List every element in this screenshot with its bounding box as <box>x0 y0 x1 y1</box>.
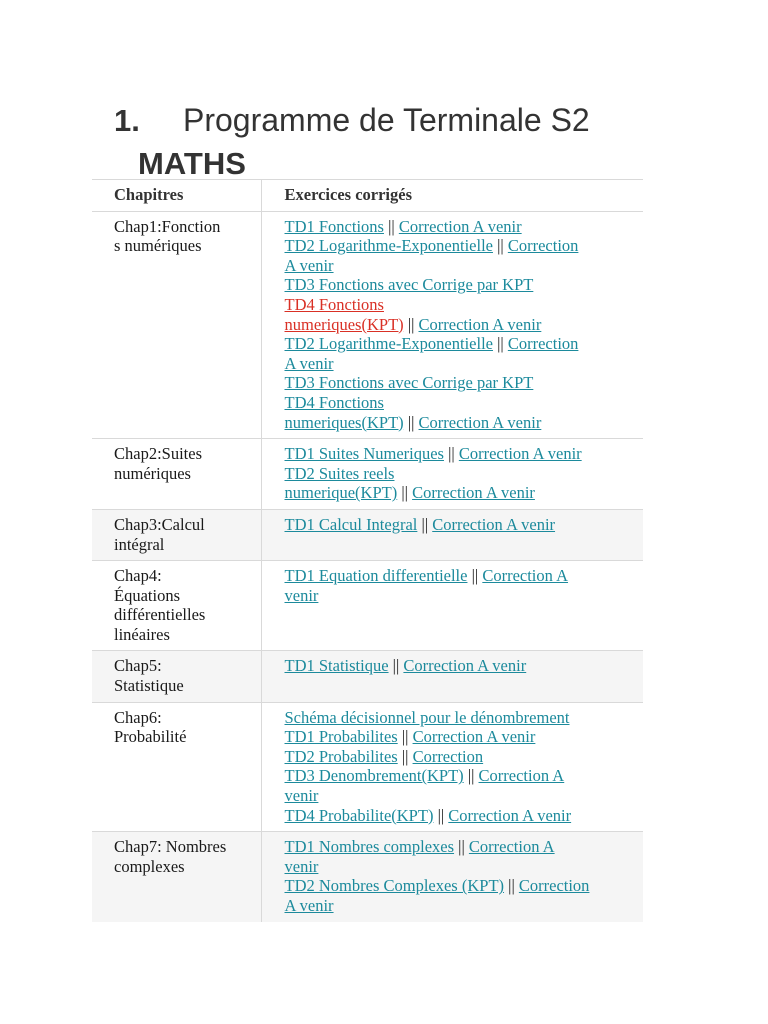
exercise-line <box>285 413 634 433</box>
table-row <box>92 439 643 510</box>
correction-link[interactable]: Correction <box>518 876 590 896</box>
exercise-link[interactable]: numerique(KPT) <box>284 483 398 503</box>
exercise-line <box>285 786 634 806</box>
chapter-title: Chap2:Suites numériques <box>114 444 203 483</box>
exercise-link[interactable]: TD1 Fonctions <box>284 216 384 236</box>
exercises-cell <box>261 651 643 702</box>
link-separator: || <box>504 876 519 896</box>
exercise-link[interactable]: TD2 Suites reels <box>284 463 395 483</box>
exercise-line <box>285 708 634 728</box>
exercise-line <box>285 857 634 877</box>
link-separator: || <box>388 656 404 676</box>
exercise-line <box>285 393 634 413</box>
exercise-line <box>285 515 634 535</box>
exercise-line <box>285 373 634 393</box>
exercise-line <box>285 315 634 335</box>
chapter-title: Chap6: Probabilité <box>114 707 187 747</box>
chapter-cell <box>92 702 261 832</box>
chapter-cell <box>92 509 261 560</box>
correction-link[interactable]: Correction <box>507 334 579 354</box>
exercise-link[interactable]: TD3 Denombrement(KPT) <box>284 766 464 786</box>
table-header-row <box>92 180 643 212</box>
exercise-line <box>285 295 634 315</box>
correction-link[interactable]: Correction A venir <box>398 216 522 236</box>
correction-link[interactable]: Correction <box>507 236 579 256</box>
exercise-link[interactable]: TD1 Calcul Integral <box>284 514 418 534</box>
exercise-link[interactable]: TD1 Nombres complexes <box>284 837 455 857</box>
link-separator: || <box>403 314 419 334</box>
correction-link[interactable]: Correction A venir <box>412 483 535 503</box>
exercises-cell <box>261 702 643 832</box>
column-header-chapitres: Chapitres <box>92 180 261 212</box>
exercise-line <box>285 806 634 826</box>
link-separator: || <box>454 837 469 857</box>
link-separator: || <box>403 412 419 432</box>
correction-link[interactable]: Correction A venir <box>458 444 582 464</box>
exercise-link[interactable]: numeriques(KPT) <box>284 412 404 432</box>
exercise-link[interactable]: TD2 Probabilites <box>284 746 398 766</box>
exercise-link[interactable]: venir <box>284 786 319 806</box>
link-separator: || <box>397 727 413 747</box>
exercise-line <box>285 837 634 857</box>
exercise-line <box>285 876 634 896</box>
exercise-line <box>285 464 634 484</box>
chapter-cell <box>92 211 261 439</box>
correction-link[interactable]: Correction A <box>468 837 555 857</box>
page-heading <box>114 102 674 182</box>
exercise-line <box>285 656 634 676</box>
exercises-cell <box>261 439 643 510</box>
chapter-title: Chap3:Calcul intégral <box>114 514 205 554</box>
chapter-cell <box>92 832 261 922</box>
correction-link[interactable]: Correction A venir <box>418 412 542 432</box>
exercise-line <box>285 586 634 606</box>
exercise-line <box>285 256 634 276</box>
exercise-link[interactable]: TD4 Fonctions <box>284 294 384 314</box>
page-title: Programme de Terminale S2 <box>183 102 590 138</box>
exercise-line <box>285 236 634 256</box>
link-separator: || <box>397 746 413 766</box>
chapters-table <box>92 179 643 922</box>
exercise-line <box>285 766 634 786</box>
exercise-link[interactable]: TD3 Fonctions avec Corrige par KPT <box>284 373 534 393</box>
exercise-line <box>285 483 634 503</box>
exercises-cell <box>261 832 643 922</box>
exercise-link[interactable]: Schéma décisionnel pour le dénombrement <box>284 707 570 727</box>
link-separator: || <box>417 514 433 534</box>
link-separator: || <box>492 334 508 354</box>
correction-link[interactable]: Correction A <box>482 566 569 586</box>
exercise-link[interactable]: venir <box>284 856 319 876</box>
table-row <box>92 509 643 560</box>
chapter-title: Chap5: Statistique <box>114 656 184 696</box>
table-row <box>92 561 643 651</box>
table-body <box>92 211 643 922</box>
link-separator: || <box>463 766 479 786</box>
column-header-exercices: Exercices corrigés <box>261 180 643 212</box>
chapter-cell <box>92 651 261 702</box>
link-separator: || <box>433 805 449 825</box>
exercise-line <box>285 747 634 767</box>
exercise-link[interactable]: TD4 Fonctions <box>284 392 384 412</box>
table-row <box>92 832 643 922</box>
exercise-link[interactable]: TD3 Fonctions avec Corrige par KPT <box>284 275 534 295</box>
exercise-link[interactable]: A venir <box>284 896 334 915</box>
exercise-link[interactable]: TD1 Equation differentielle <box>284 566 468 586</box>
exercise-link[interactable]: A venir <box>284 353 334 373</box>
link-separator: || <box>467 566 483 586</box>
exercise-link[interactable]: TD4 Probabilite(KPT) <box>284 805 434 825</box>
table-row <box>92 211 643 439</box>
chapter-cell <box>92 439 261 510</box>
exercise-line <box>285 354 634 374</box>
exercise-link[interactable]: TD2 Logarithme-Exponentielle <box>284 334 493 354</box>
exercise-link[interactable]: TD2 Nombres Complexes (KPT) <box>284 876 505 896</box>
page-subtitle: MATHS <box>138 146 246 181</box>
exercise-link[interactable]: numeriques(KPT) <box>284 314 404 334</box>
chapter-title: Chap7: Nombres complexes <box>114 837 227 876</box>
exercise-link[interactable]: venir <box>284 585 319 605</box>
exercise-link[interactable]: TD1 Suites Numeriques <box>284 444 444 464</box>
correction-link[interactable]: Correction A venir <box>412 727 536 747</box>
link-separator: || <box>383 216 399 236</box>
correction-link[interactable]: Correction A venir <box>432 514 556 534</box>
chapter-cell <box>92 561 261 651</box>
exercise-line <box>285 334 634 354</box>
exercise-line <box>285 727 634 747</box>
exercise-link[interactable]: TD2 Logarithme-Exponentielle <box>284 236 493 256</box>
exercises-cell <box>261 211 643 439</box>
table-row <box>92 702 643 832</box>
correction-link[interactable]: Correction <box>412 746 484 766</box>
exercise-line <box>285 896 634 916</box>
chapter-title: Chap4: Équations différentielles linéaires <box>114 566 206 644</box>
exercise-link[interactable]: TD1 Probabilites <box>284 727 398 747</box>
exercise-line <box>285 217 634 237</box>
exercise-line <box>285 566 634 586</box>
correction-link[interactable]: Correction A venir <box>448 805 572 825</box>
correction-link[interactable]: Correction A venir <box>403 656 527 676</box>
exercise-link[interactable]: TD1 Statistique <box>284 656 389 676</box>
correction-link[interactable]: Correction A venir <box>418 314 542 334</box>
chapter-title: Chap1:Fonction s numériques <box>114 216 221 256</box>
exercises-cell <box>261 509 643 560</box>
exercise-link[interactable]: A venir <box>284 255 334 275</box>
correction-link[interactable]: Correction A <box>478 766 565 786</box>
table-row <box>92 651 643 702</box>
exercises-cell <box>261 561 643 651</box>
exercise-line <box>285 275 634 295</box>
exercise-line <box>285 444 634 464</box>
link-separator: || <box>397 483 413 503</box>
heading-number: 1. <box>114 103 140 138</box>
link-separator: || <box>492 236 508 256</box>
link-separator: || <box>443 444 459 464</box>
